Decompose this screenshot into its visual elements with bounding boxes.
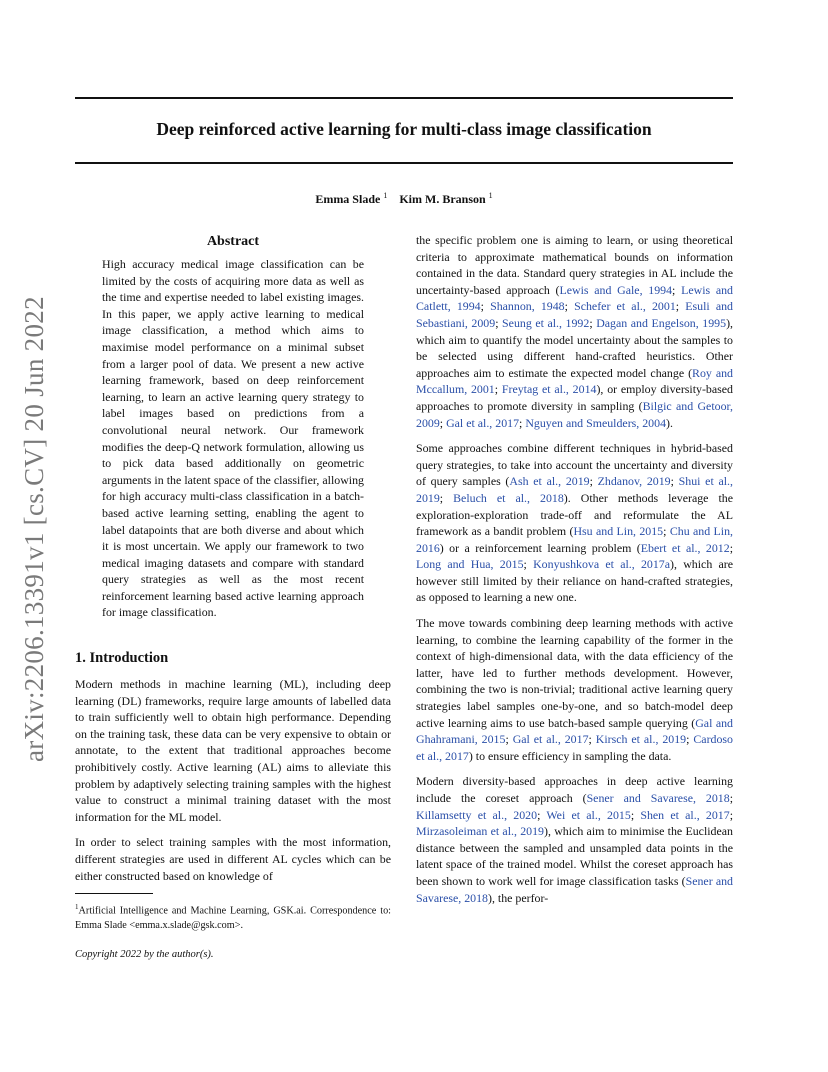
footnote-text: Artificial Intelligence and Machine Learning, GSK.ai. Correspondence to: Emma Slade <emma.x.slade@gsk.com>. bbox=[75, 905, 391, 931]
citation-link[interactable]: Ebert et al., 2012 bbox=[640, 540, 730, 555]
footnote-mark: 1 bbox=[75, 903, 79, 912]
citation-link[interactable]: Gal et al., 2017 bbox=[512, 732, 589, 747]
citation-link[interactable]: Dagan and Engelson, 1995 bbox=[596, 315, 727, 330]
citation-link[interactable]: Mirzasoleiman et al., 2019 bbox=[416, 824, 545, 839]
citation-link[interactable]: Roy and Mccallum, 2001 bbox=[416, 365, 733, 397]
arxiv-stamp: arXiv:2206.13391v1 [cs.CV] 20 Jun 2022 bbox=[19, 296, 49, 762]
citation-link[interactable]: Wei et al., 2015 bbox=[546, 807, 631, 822]
citation-link[interactable]: Konyushkova et al., 2017a bbox=[533, 557, 671, 572]
author-name: Emma Slade bbox=[315, 192, 381, 206]
section-heading-introduction: 1. Introduction bbox=[75, 650, 169, 667]
citation-link[interactable]: Kirsch et al., 2019 bbox=[595, 732, 687, 747]
abstract-heading: Abstract bbox=[206, 234, 260, 249]
right-column bbox=[416, 232, 733, 915]
citation-link[interactable]: Hsu and Lin, 2015 bbox=[573, 524, 664, 539]
citation-link[interactable]: Killamsetty et al., 2020 bbox=[416, 807, 538, 822]
citation-link[interactable]: Beluch et al., 2018 bbox=[453, 490, 564, 505]
abstract-body: High accuracy medical image classification can be limited by the costs of acquiring more data as well as the time and expertise needed to label existing images. In this paper, we apply active learning to medical image classification, a method which aims to maximise model performance on a minimal subset from a larger pool of data. We present a new active learning framework, based on deep reinforcement learning, to learn an active learning query strategy to label images based on predictions from a convolutional neural network. Our framework modifies the deep-Q network formulation, allowing us to pick data based additionally on geometric arguments in the latent space of the classifier, allowing for high accuracy multi-class classification in a batch-based active learning setting, enabling the agent to label datapoints that are both diverse and about which it is most uncertain. We apply our framework to two medical imaging datasets and compare with standard query strategies as well as the most recent reinforcement learning based active learning approach for image classification. bbox=[102, 257, 364, 620]
body-paragraph: Some approaches combine different techniques in hybrid-based query strategies, to take into account the uncertainty and diversity of query samples (Ash et al., 2019; Zhdanov, 2019; Shui et al., 2019; Beluch et al., 2018). Other methods leverage the exploration-exploration trade-off and reformulate the AL framework as a bandit problem (Hsu and Lin, 2015; Chu and Lin, 2016) or a reinforcement learning problem (Ebert et al., 2012; Long and Hua, 2015; Konyushkova et al., 2017a), which are however still limited by their reliance on hand-crafted strategies, as opposed to learning a new one. bbox=[416, 441, 734, 605]
citation-link[interactable]: Esuli and Sebastiani, 2009 bbox=[416, 299, 734, 330]
citation-link[interactable]: Ash et al., 2019 bbox=[509, 474, 590, 489]
citation-link[interactable]: Lewis and Catlett, 1994 bbox=[416, 282, 733, 314]
intro-paragraph: In order to select training samples with the most information, different strategies are used in different AL cycles which can be either constructed based on knowledge of bbox=[75, 835, 391, 883]
citation-link[interactable]: Sener and Savarese, 2018 bbox=[586, 791, 730, 805]
intro-paragraph: Modern methods in machine learning (ML), including deep learning (DL) frameworks, require large amounts of labelled data to train sufficiently well to obtain high performance. Depending on the training task, these data can be very expensive to obtain or annotate, to the extent that traditional approaches become prohibitively costly. Active learning (AL) aims to alleviate this problem by adaptively selecting training samples with the highest value to construct a minimal training dataset with the most information for the ML model. bbox=[75, 677, 391, 824]
author-affiliation-mark: 1 bbox=[488, 191, 493, 200]
citation-link[interactable]: Cardoso et al., 2017 bbox=[416, 732, 734, 763]
citation-link[interactable]: Gal et al., 2017 bbox=[446, 415, 520, 430]
citation-link[interactable]: Freytag et al., 2014 bbox=[501, 382, 597, 397]
author-list bbox=[75, 191, 733, 207]
citation-link[interactable]: Shui et al., 2019 bbox=[416, 474, 733, 505]
footnote-rule bbox=[75, 893, 153, 894]
citation-link[interactable]: Sener and Savarese, 2018 bbox=[416, 873, 733, 905]
author-name: Kim M. Branson bbox=[399, 192, 486, 206]
citation-link[interactable]: Long and Hua, 2015 bbox=[416, 557, 524, 572]
body-paragraph: The move towards combining deep learning methods with active learning, to combine the learning capability of the former in the context of high-dimensional data, with the data efficiency of the latter, have led to further methods development. However, combining the two is non-trivial; traditional active learning query strategies label samples one-by-one, and so batch-model deep active learning aims to use batch-based sample querying (Gal and Ghahramani, 2015; Gal et al., 2017; Kirsch et al., 2019; Cardoso et al., 2017) to ensure efficiency in sampling the data. bbox=[416, 616, 734, 763]
citation-link[interactable]: Zhdanov, 2019 bbox=[597, 474, 671, 489]
citation-link[interactable]: Bilgic and Getoor, 2009 bbox=[416, 398, 733, 430]
title-rule-top bbox=[75, 97, 733, 99]
citation-link[interactable]: Schefer et al., 2001 bbox=[574, 299, 676, 314]
title-rule-bottom bbox=[75, 162, 733, 164]
citation-link[interactable]: Shen et al., 2017 bbox=[640, 807, 730, 822]
citation-link[interactable]: Lewis and Gale, 1994 bbox=[559, 282, 673, 297]
copyright-notice: Copyright 2022 by the author(s). bbox=[75, 948, 214, 960]
footnote bbox=[75, 900, 391, 932]
citation-link[interactable]: Nguyen and Smeulders, 2004 bbox=[525, 415, 667, 430]
citation-link[interactable]: Gal and Ghahramani, 2015 bbox=[416, 715, 734, 747]
citation-link[interactable]: Chu and Lin, 2016 bbox=[416, 524, 734, 555]
paper-title: Deep reinforced active learning for multi-class image classification bbox=[156, 119, 652, 139]
body-paragraph: Modern diversity-based approaches in deep active learning include the coreset approach (Sener and Savarese, 2018; Killamsetty et al., 2020; Wei et al., 2015; Shen et al., 2017; Mirzasoleiman et al., 2019), which aim to minimise the Euclidean distance between the sampled and unsampled data points in the latent space of the trained model. Whilst the coreset approach has been shown to work well for image classification tasks (Sener and Savarese, 2018), the perfor- bbox=[416, 774, 734, 905]
citation-link[interactable]: Shannon, 1948 bbox=[490, 299, 565, 314]
body-paragraph: the specific problem one is aiming to learn, or using theoretical criteria to approximate mathematical bounds on information contained in the data. Standard query strategies in AL include the uncertainty-based approach (Lewis and Gale, 1994; Lewis and Catlett, 1994; Shannon, 1948; Schefer et al., 2001; Esuli and Sebastiani, 2009; Seung et al., 1992; Dagan and Engelson, 1995), which aim to quantify the model uncertainty about the samples to be selected using different hand-crafted heuristics. Other approaches aim to estimate the expected model change (Roy and Mccallum, 2001; Freytag et al., 2014), or employ diversity-based approaches to promote diversity in sampling (Bilgic and Getoor, 2009; Gal et al., 2017; Nguyen and Smeulders, 2004). bbox=[416, 233, 734, 430]
author-affiliation-mark: 1 bbox=[383, 191, 388, 200]
citation-link[interactable]: Seung et al., 1992 bbox=[502, 315, 590, 330]
left-column bbox=[75, 232, 391, 963]
